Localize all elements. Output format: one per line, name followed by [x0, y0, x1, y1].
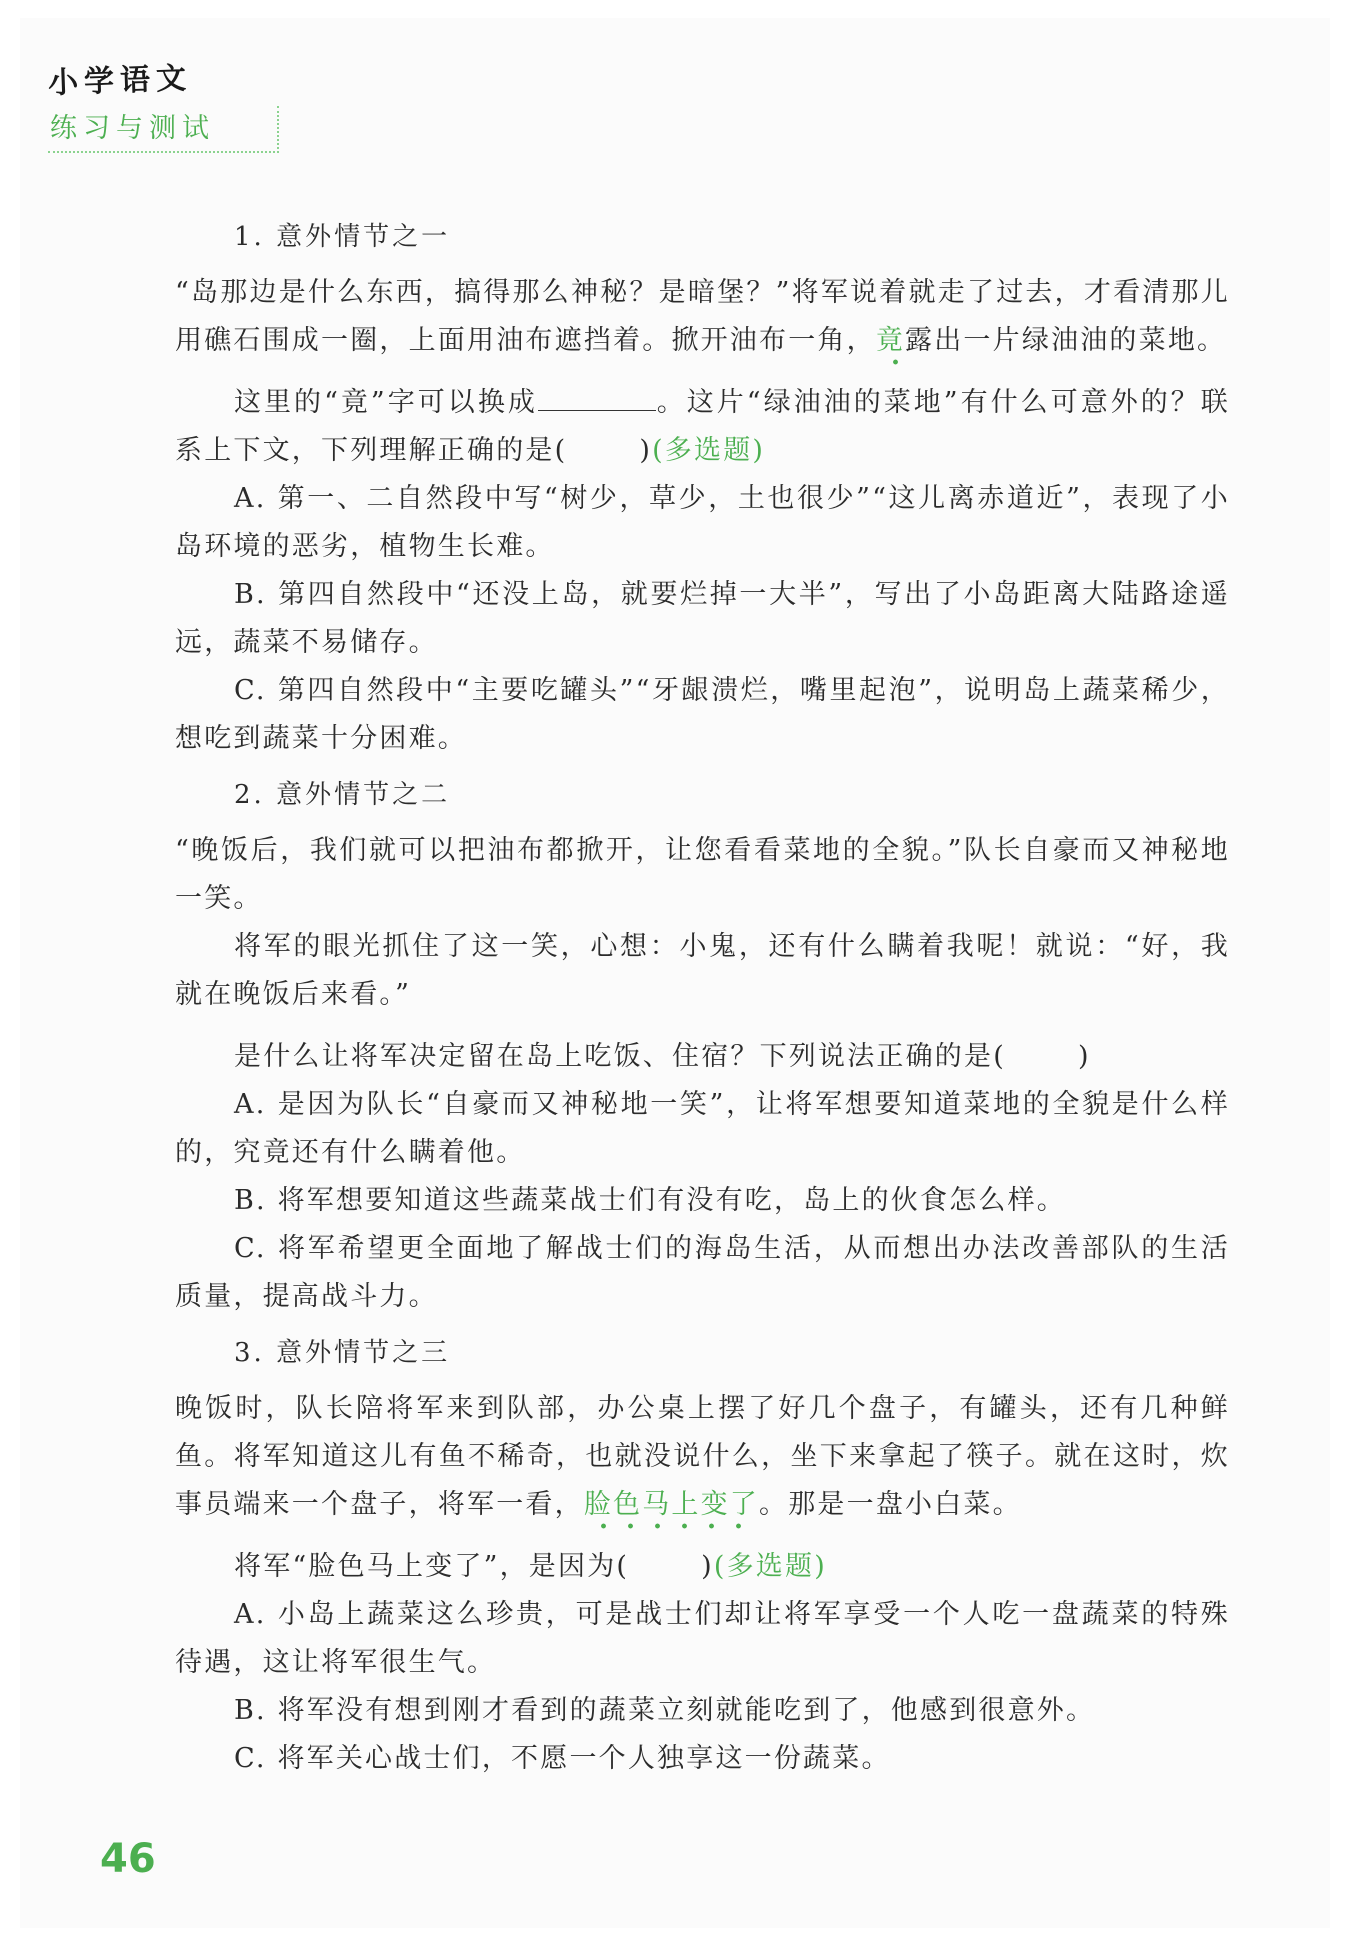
book-title: 练习与测试	[48, 106, 279, 153]
question-text: 将军“脸色马上变了”，是因为(	[234, 1551, 630, 1582]
page-number: 46	[100, 1836, 156, 1882]
question	[175, 379, 1230, 763]
multi-choice-tag: (多选题)	[652, 435, 766, 466]
question-text: 这里的“竟”字可以换成	[234, 387, 538, 418]
passage-text: 露出一片绿油油的菜地。	[905, 325, 1227, 356]
question	[175, 1033, 1230, 1321]
section-title: 1. 意外情节之一	[234, 222, 451, 252]
passage	[175, 1385, 1230, 1529]
passage-text: “岛那边是什么东西，搞得那么神秘？是暗堡？”将军说着就走了过去，才看清那儿用礁石围成一圈，上面用油布遮挡着。掀开油布一角，	[175, 277, 1230, 356]
emphasized-word: 竟	[876, 325, 905, 366]
question-text: )	[701, 1551, 714, 1582]
passage-paragraph: 将军的眼光抓住了这一笑，心想：小鬼，还有什么瞒着我呢！就说：“好，我就在晚饭后来看。”	[175, 931, 1230, 1010]
section-1	[175, 215, 1230, 763]
option-c: C. 将军关心战士们，不愿一个人独享这一份蔬菜。	[234, 1743, 891, 1774]
passage-paragraph	[175, 269, 1230, 365]
question-stem	[175, 1033, 1230, 1081]
question-stem	[175, 379, 1230, 475]
emphasized-phrase: 脸色马上变了	[584, 1489, 759, 1530]
option-a: A. 是因为队长“自豪而又神秘地一笑”，让将军想要知道菜地的全貌是什么样的，究竟还有什么瞒着他。	[175, 1089, 1230, 1168]
passage-paragraph	[175, 1385, 1230, 1529]
question-text: )	[639, 435, 653, 466]
passage	[175, 269, 1230, 365]
option-b: B. 第四自然段中“还没上岛，就要烂掉一大半”，写出了小岛距离大陆路途遥远，蔬菜不易储存。	[175, 579, 1230, 658]
question-text: 。这片“绿油油的菜地”有什么可意外的？联系上下文，下列理解正确的是(	[175, 387, 1230, 466]
option-b: B. 将军想要知道这些蔬菜战士们有没有吃，岛上的伙食怎么样。	[234, 1185, 1067, 1216]
option-a: A. 第一、二自然段中写“树少，草少，土也很少”“这儿离赤道近”，表现了小岛环境的恶劣，植物生长难。	[175, 483, 1230, 562]
multi-choice-tag: (多选题)	[713, 1551, 827, 1582]
section-2	[175, 773, 1230, 1321]
book-header	[48, 58, 279, 153]
series-title: 小学语文	[47, 60, 193, 101]
passage-text: 。那是一盘小白菜。	[759, 1489, 1022, 1520]
option-b: B. 将军没有想到刚才看到的蔬菜立刻就能吃到了，他感到很意外。	[234, 1695, 1096, 1726]
passage-text: 晚饭时，队长陪将军来到队部，办公桌上摆了好几个盘子，有罐头，还有几种鲜鱼。将军知道这儿有鱼不稀奇，也就没说什么，坐下来拿起了筷子。就在这时，炊事员端来一个盘子，将军一看，	[175, 1393, 1230, 1520]
passage	[175, 827, 1230, 1019]
section-title: 3. 意外情节之三	[234, 1338, 451, 1368]
passage-paragraph: “晚饭后，我们就可以把油布都掀开，让您看看菜地的全貌。”队长自豪而又神秘地一笑。	[175, 835, 1230, 914]
question-stem	[175, 1543, 1230, 1591]
answer-blank[interactable]	[538, 380, 656, 411]
question	[175, 1543, 1230, 1783]
question-text: )	[1077, 1041, 1091, 1072]
option-c: C. 第四自然段中“主要吃罐头”“牙龈溃烂，嘴里起泡”，说明岛上蔬菜稀少，想吃到蔬菜十分困难。	[175, 675, 1230, 754]
option-a: A. 小岛上蔬菜这么珍贵，可是战士们却让将军享受一个人吃一盘蔬菜的特殊待遇，这让将军很生气。	[175, 1599, 1230, 1678]
option-c: C. 将军希望更全面地了解战士们的海岛生活，从而想出办法改善部队的生活质量，提高战斗力。	[175, 1233, 1230, 1312]
page-content	[175, 215, 1230, 1783]
section-3	[175, 1331, 1230, 1783]
question-text: 是什么让将军决定留在岛上吃饭、住宿？下列说法正确的是(	[234, 1041, 1006, 1072]
section-title: 2. 意外情节之二	[234, 780, 451, 810]
